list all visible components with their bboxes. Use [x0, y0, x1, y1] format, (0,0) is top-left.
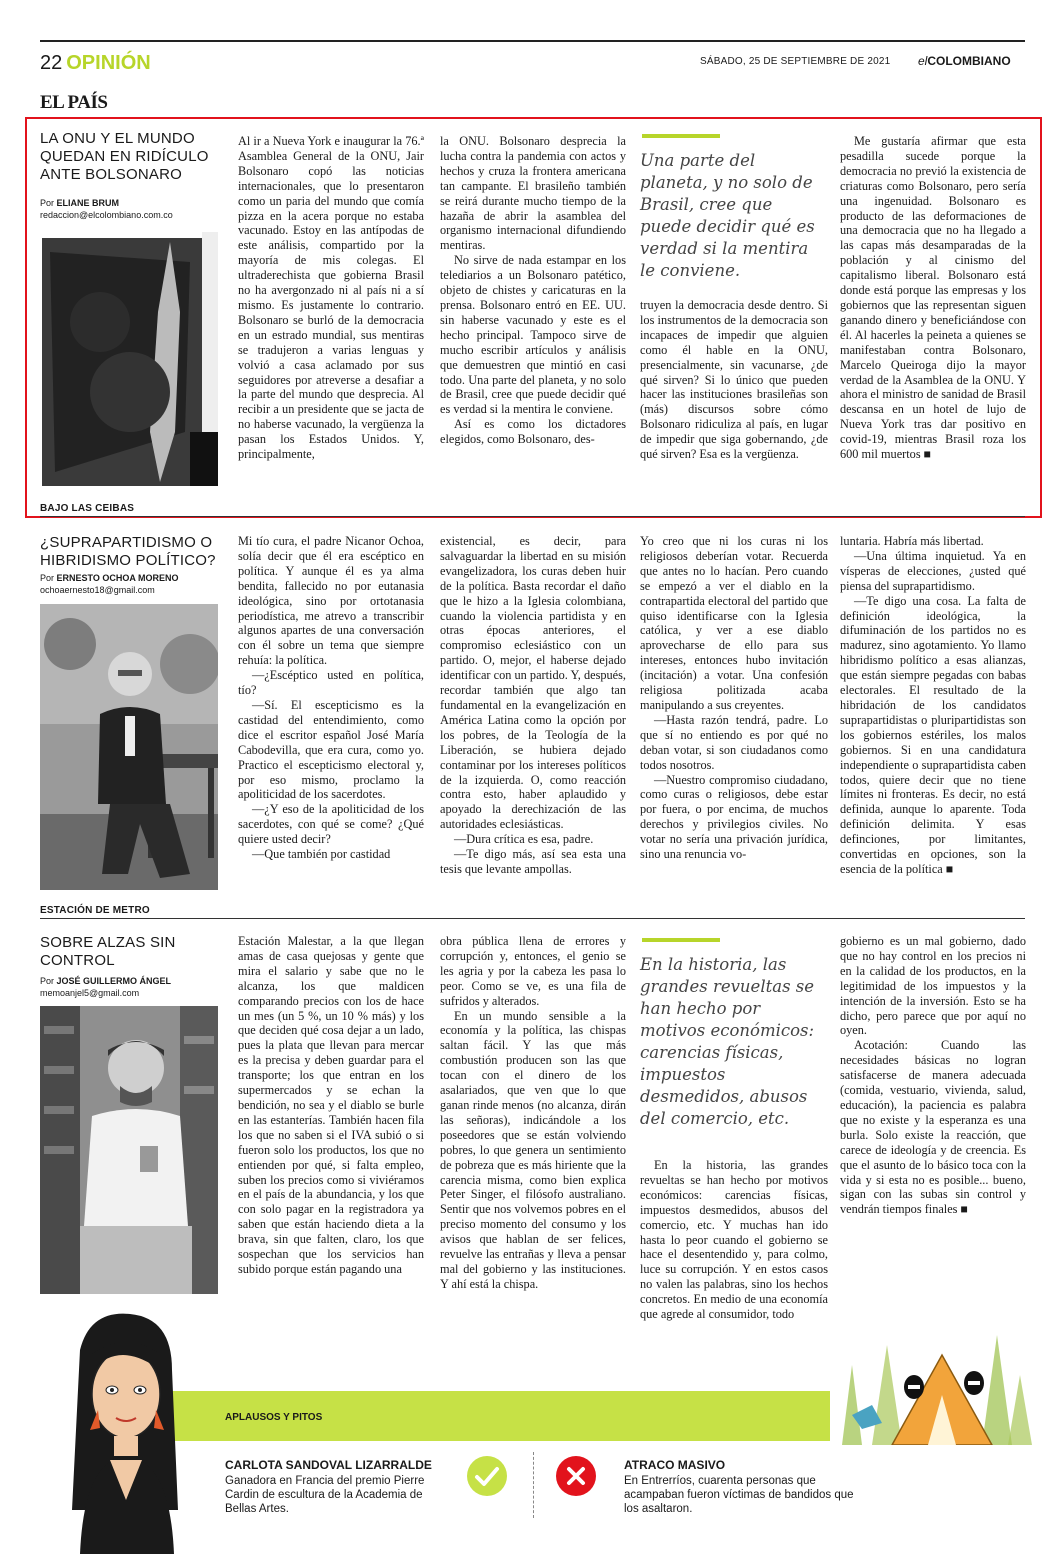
paragraph: Estación Malestar, a la que llegan amas de casa quejosas y gente que mira el salario y sabe que no le alcanza, los que maldicen comparando precios con los de hace un mes (un 5 %, un 10 % más) y los que deciden qué cosa dejar a un lado, pues la plata que llevan para mercar es la precisa y deben guardar para el transporte; los que entran en los supermercados y se echan la bendición, no sea y el diablo se burle en las estanterías. También hacen fila los que no saben si el IVA subió o si fueron solo los productos, los que no entienden por qué, si falta empleo, suben los precios como si viviéramos en el país de la abundancia, y los que con solo pagar en la registradora ya saben que están haciendo dieta a la brava, sin que falten, claro, los que sospechan que los servicios han subido porque están pagando una	[238, 934, 424, 1276]
byline: Por ERNESTO OCHOA MORENO ochoaernesto18@gmail.com	[40, 573, 179, 595]
paragraph: Me gustaría afirmar que esta pesadilla sucede porque la democracia no previó la existencia de criaturas como Bolsonaro, pero sería una ingenuidad. Bolsonaro es producto de las deformaciones de una democracia que no ha llegado a las capas más desamparadas de la población y al cinismo del capitalismo liberal. Bolsonaro está donde está porque las empresas y los gobiernos que las representan siguen ganando dinero y beneficiándose con él. Al hacerles la peineta a quienes se manifestaban contra Bolsonaro, Marcelo Queiroga dijo la mayor verdad de la Asamblea de la ONU. Y ahora el ministro de sanidad de Brasil descansa en un hotel de lujo de Nueva York tras dar positivo en covid-19, mientras Brasil roza los 600 mil muertos ■	[840, 134, 1026, 462]
author-photo	[40, 1006, 218, 1294]
section-kicker: ESTACIÓN DE METRO	[40, 905, 150, 916]
issue-date: SÁBADO, 25 DE SEPTIEMBRE DE 2021	[700, 56, 891, 67]
top-rule	[40, 40, 1025, 42]
article-column	[840, 134, 1026, 494]
paragraph: —Sí. El escepticismo es la castidad del entendimiento, como dice el escritor español José María Cabodevilla, que era cura, como yo. Practico el escepticismo electoral y, por eso mismo, proclamo la apoliticidad de los sacerdotes.	[238, 697, 424, 802]
woman-illustration	[60, 1310, 190, 1554]
paragraph: —¿Y eso de la apoliticidad de los sacerdotes, con qué se come? ¿Qué quiere usted decir?	[238, 802, 424, 847]
paragraph: —Nuestro compromiso ciudadano, como curas o religiosos, debe estar por fuera, o por encima, de muchos derechos y privilegios civiles. No votar no sería una privación jurídica, sino una renuncia vo-	[640, 772, 828, 862]
paragraph: luntaria. Habría más libertad.	[840, 534, 984, 548]
page-header	[40, 52, 151, 75]
divider	[40, 516, 1025, 517]
source-logo: EL PAÍS	[40, 92, 108, 113]
paragraph: obra pública llena de errores y corrupción y, entonces, el genio se les agria y por la cabeza les pasa lo peor. Como se ve, es una fila de sufridos y alterados.	[440, 934, 626, 1008]
author-email: memoanjel5@gmail.com	[40, 988, 140, 998]
article-column	[440, 534, 626, 896]
article-column	[840, 934, 1026, 1284]
paragraph: —¿Escéptico usted en política, tío?	[238, 668, 424, 698]
paragraph: En la historia, las grandes revueltas se han hecho por motivos económicos: carencias físicas, impuestos desmedidos, abusos del comercio, etc. Y muchas han ido hasta lo peor cuando el gobierno se hace el desentendido y, para colmo, luce su corrupción. Y en estos casos no valen las palabras, sino los hechos concretos. En medio de una economía que agrede al consumidor, todo	[640, 1158, 828, 1322]
article-title: LA ONU Y EL MUNDO QUEDAN EN RIDÍCULO ANTE BOLSONARO	[40, 130, 209, 183]
paragraph: No sirve de nada estampar en los telediarios a un Bolsonaro patético, objeto de chistes y caricaturas en la prensa. Bolsonaro entró en EE. UU. sin haberse vacunado y este es el hecho principal. Tampoco sirve de mucho escribir artículos y análisis que demuestren que mintió en casi todo. Una parte del planeta, y no solo de Brasil, cree que puede decidir qué es verdad si la mentira le conviene.	[440, 253, 626, 417]
brand-logo: elCOLOMBIANO	[918, 54, 1011, 68]
paragraph: En un mundo sensible a la economía y la política, las chispas saltan fácil. Y las que más combustión producen son las que tocan con el dinero de los asalariados, que ven que lo que ganan rinde menos (no alcanza, dirán las señoras), indicándole a los poseedores que se están volviendo pobres, lo que genera un sentimiento de pobreza que es más hiriente que la carencia misma, como bien explica Peter Singer, el filósofo australiano. Sentir que nos volvemos pobres en el preciso momento del consumo y los avisos que hablan de ser felices, revuelve las entrañas y lleva a pensar mal del gobierno y las instituciones. Y ahí está la chispa.	[440, 1008, 626, 1291]
page-number: 22	[40, 52, 63, 74]
paragraph: —Hasta razón tendrá, padre. Lo que sí no entiendo es por qué no deban votar, si son ciudadanos como todos nosotros.	[640, 712, 828, 772]
article-title: SOBRE ALZAS SIN CONTROL	[40, 934, 176, 969]
paragraph: —Dura crítica es esa, padre.	[454, 832, 594, 847]
article-column	[640, 1158, 828, 1370]
article-column	[840, 534, 1026, 896]
paragraph: —Te digo más, así sea esta una tesis que levante ampollas.	[440, 847, 626, 876]
boo-name: ATRACO MASIVO	[624, 1458, 726, 1472]
footer-divider	[533, 1452, 534, 1518]
paragraph: —Te digo una cosa. La falta de definición ideológica, la difuminación de los partidos no es madurez, sino agotamiento. Yo llamo hibridismo político a esas alianzas, que están siempre pegadas con babas electorales. El resultado de la hibridación de los candidatos suprapartidistas o pluripartidistas son los gobiernos estériles, los malos gobiernos. Si en una candidatura independiente o suprapartidista caben todos, quiere decir que no tiene límites ni fronteras. Es decir, no está definida, aunque lo aparente. Toda definición delimita. Y esas definciones, por limitantes, convertidas en opciones, son la esencia de la política ■	[840, 593, 1026, 876]
paragraph: —Que también por castidad	[252, 847, 391, 862]
byline: Por ELIANE BRUM redaccion@elcolombiano.com.co	[40, 198, 173, 220]
paragraph: Yo creo que ni los curas ni los religiosos deberían votar. Recuerda que antes no lo hacían. Pero cuando se empezó a ver el diablo en la contrapartida electoral del partido que quiso identificarse con la Iglesia católica, y ver a ese diablo aprovecharse de ello para sus intereses, entonces hubo invitación (incitación) a votar. Una confesión religiosa politizada acaba manipulando a sus creyentes.	[640, 534, 828, 712]
check-icon	[467, 1456, 507, 1496]
author-email: redaccion@elcolombiano.com.co	[40, 210, 173, 220]
pullquote: En la historia, las grandes revueltas se han hecho por motivos económicos: carencias físicas, impuestos desmedidos, abusos del comercio, etc.	[640, 955, 815, 1128]
article-column	[238, 934, 424, 1370]
pullquote-bar	[642, 134, 720, 138]
author-photo	[40, 232, 218, 486]
article-column	[640, 298, 828, 494]
paragraph: la ONU. Bolsonaro desprecia la lucha contra la pandemia con actos y hechos y cruza la frontera americana tan campante. El brasileño también se reirá durante mucho tiempo de la hazaña de abrir la asamblea del organismo internacional difundiendo mentiras.	[440, 134, 626, 253]
section-kicker: BAJO LAS CEIBAS	[40, 503, 135, 514]
paragraph: gobierno es un mal gobierno, dado que no hay control en los precios ni en la calidad de los productos, en la legitimidad de los impuestos y la intención de la inversión. Esto se ha dicho, pero parece que por aquí no oyen.	[840, 934, 1026, 1038]
article-title: ¿SUPRAPARTIDISMO O HIBRIDISMO POLÍTICO?	[40, 534, 216, 569]
x-icon	[556, 1456, 596, 1496]
paragraph: Así es como los dictadores elegidos, como Bolsonaro, des-	[440, 417, 626, 447]
footer-kicker: APLAUSOS Y PITOS	[225, 1412, 323, 1423]
pullquote-bar	[642, 938, 720, 942]
article-column	[238, 534, 424, 896]
article-column	[440, 134, 626, 494]
paragraph: —Una última inquietud. Ya en vísperas de elecciones, ¿usted qué piensa del suprapartidismo.	[840, 548, 1026, 593]
applause-name: CARLOTA SANDOVAL LIZARRALDE	[225, 1458, 432, 1472]
author-email: ochoaernesto18@gmail.com	[40, 585, 155, 595]
paragraph: truyen la democracia desde dentro. Si los instrumentos de la democracia son incapaces de impedir que alguien como él hable en la ONU, presencialmente, sin vacunarse, ¿de qué sirven? Si lo único que pueden hacer las instituciones brasileñas son (más) discursos sobre cómo Bolsonaro ridiculiza al país, en lugar de impedir que siga gobernando, ¿de qué sirven? Esa es la vergüenza.	[640, 298, 828, 462]
paragraph: existencial, es decir, para salvaguardar la libertad en su misión evangelizadora, los curas deben huir de la política. Basta recordar el daño que le hizo a la Iglesia colombiana, cuando la violencia partidista y en otras épocas anteriores, el compromiso eclesiástico con un partido. O, mejor, el haberse dejado identificar con un partido. Y, después, recordar también que algo tan fundamental en la evangelización en América Latina como la opción por los pobres, de la Teología de la Liberación, se hubiera dejado contaminar por los intereses políticos de la izquierda. O, como reacción contra esto, haber aplaudido y apoyado la derechización de las autoridades eclesiásticas.	[440, 534, 626, 832]
paragraph: Mi tío cura, el padre Nicanor Ochoa, solía decir que él era escéptico en política. Y aunque él es ya alma bendita, fallecido no por eutanasia ideológica, sino por ortotanasia periodística, me atrevo a transcribir algunos apartes de una conversación con él sobre un tema que siempre rehuía: la política.	[238, 534, 424, 668]
paragraph: Al ir a Nueva York e inaugurar la 76.ª Asamblea General de la ONU, Jair Bolsonaro copó las noticias internacionales, que lo presentaron como un paria del mundo que comía pizza en la acera porque no estaba vacunado. Estoy en las antípodas de este análisis, compartido por la mayoría de mis colegas. El ultraderechista que gobierna Brasil no ha avergonzado ni al país ni a sí mismo. Es justamente lo contrario. Bolsonaro se burló de la democracia en un estrado mundial, sus mentiras se tradujeron a varias lenguas y volvió a casa aclamado por sus seguidores por atreverse a desafiar a la parte del mundo que desprecia. Al recibir a un presidente que se jacta de no haberse vacunado, la vergüenza la pasan los Estados Unidos. Y, principalmente,	[238, 134, 424, 462]
camping-illustration	[832, 1305, 1032, 1445]
boo-text: En Entrerríos, cuarenta personas que acampaban fueron víctimas de bandidos que los asaltaron.	[624, 1475, 854, 1515]
article-column	[640, 534, 828, 896]
section-title: OPINIÓN	[66, 52, 151, 74]
article-column	[238, 134, 424, 494]
divider	[40, 918, 1025, 919]
article-column	[440, 934, 626, 1370]
author-photo	[40, 604, 218, 890]
paragraph: Acotación: Cuando las necesidades básicas no logran satisfacerse de manera adecuada (comida, vestuario, vivienda, salud, educación), la paciencia es palabra que no existe y la esperanza es una burla. Solo existe la reacción, que carece de ideología y de creencia. Es que el asunto de lo básico toca con la vida y si esta no es posible... bueno, sigan con las subas sin control y vendrán tiempos finales ■	[840, 1038, 1026, 1217]
byline: Por JOSÉ GUILLERMO ÁNGEL memoanjel5@gmail.com	[40, 976, 172, 998]
applause-text: Ganadora en Francia del premio Pierre Cardin de escultura de la Academia de Bellas Artes.	[225, 1475, 425, 1515]
pullquote: Una parte del planeta, y no solo de Brasil, cree que puede decidir qué es verdad si la mentira le conviene.	[640, 151, 815, 280]
